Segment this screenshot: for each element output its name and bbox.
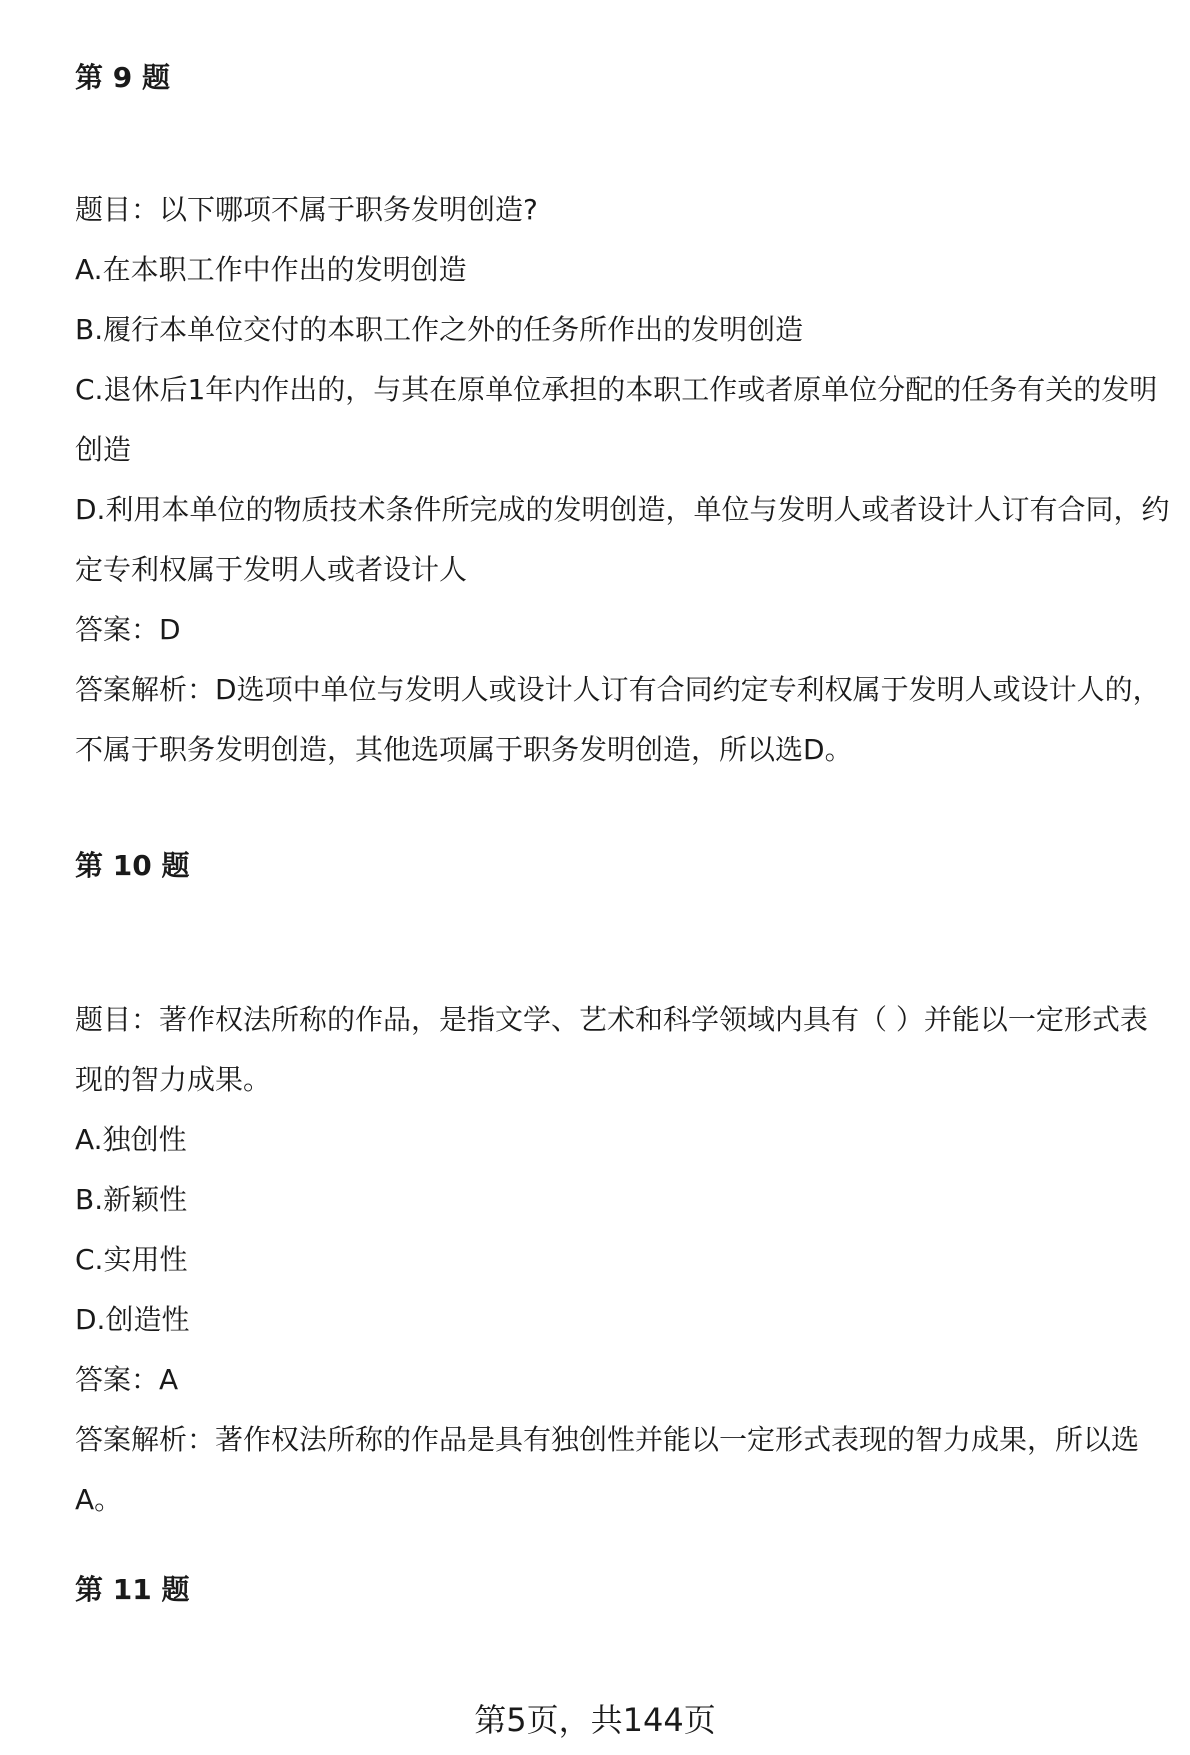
answer-label: 答案： xyxy=(75,1363,160,1396)
option-c: C.实用性 xyxy=(75,1243,188,1276)
question-heading: 第 10 题 xyxy=(75,849,190,882)
answer-value: D xyxy=(159,613,181,646)
explanation-label: 答案解析： xyxy=(75,1423,216,1456)
explanation-line xyxy=(75,660,1175,780)
prompt-text: 以下哪项不属于职务发明创造? xyxy=(159,193,538,226)
question-heading: 第 9 题 xyxy=(75,61,170,94)
question-block xyxy=(75,990,1175,1530)
explanation-text: D选项中单位与发明人或设计人订有合同约定专利权属于发明人或设计人的，不属于职务发明创造，其他选项属于职务发明创造，所以选D。 xyxy=(75,673,1161,766)
page-number-footer: 第5页，共144页 xyxy=(474,1701,716,1739)
prompt-label: 题目： xyxy=(75,1003,160,1036)
option-b: B.新颖性 xyxy=(75,1183,188,1216)
explanation-text: 著作权法所称的作品是具有独创性并能以一定形式表现的智力成果，所以选A。 xyxy=(75,1423,1140,1516)
question-block xyxy=(75,180,1175,780)
option-a: A.在本职工作中作出的发明创造 xyxy=(75,253,467,286)
prompt-label: 题目： xyxy=(75,193,160,226)
option-d: D.利用本单位的物质技术条件所完成的发明创造，单位与发明人或者设计人订有合同，约定专利权属于发明人或者设计人 xyxy=(75,493,1170,586)
question-prompt xyxy=(75,990,1175,1110)
prompt-text: 著作权法所称的作品，是指文学、艺术和科学领域内具有（ ）并能以一定形式表现的智力成果。 xyxy=(75,1003,1148,1096)
answer-line xyxy=(75,1350,1175,1410)
option-b: B.履行本单位交付的本职工作之外的任务所作出的发明创造 xyxy=(75,313,804,346)
explanation-label: 答案解析： xyxy=(75,673,216,706)
option-a: A.独创性 xyxy=(75,1123,187,1156)
question-heading: 第 11 题 xyxy=(75,1573,190,1606)
answer-value: A xyxy=(159,1363,179,1396)
explanation-line xyxy=(75,1410,1175,1530)
answer-line xyxy=(75,600,1175,660)
option-c: C.退休后1年内作出的，与其在原单位承担的本职工作或者原单位分配的任务有关的发明创造 xyxy=(75,373,1158,466)
answer-label: 答案： xyxy=(75,613,160,646)
option-d: D.创造性 xyxy=(75,1303,190,1336)
question-prompt xyxy=(75,180,1175,240)
